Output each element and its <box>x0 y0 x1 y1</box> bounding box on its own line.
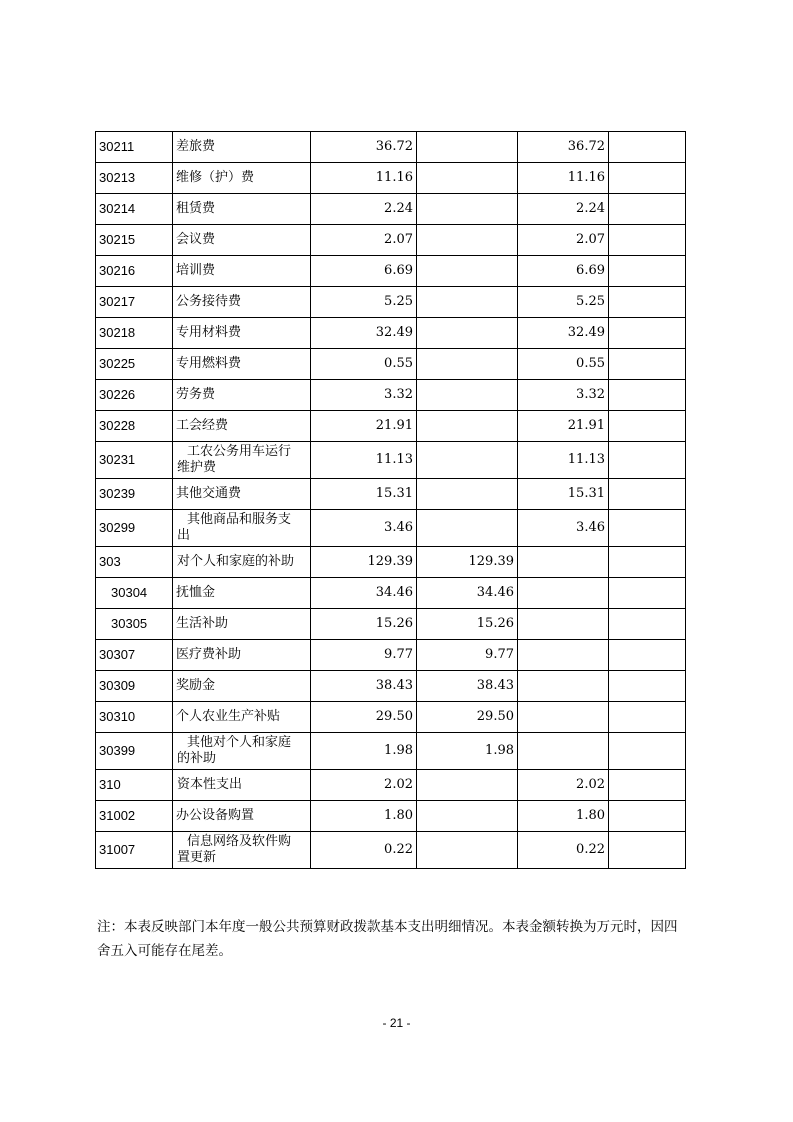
total-cell: 15.31 <box>311 479 417 510</box>
public-cell <box>518 733 609 770</box>
personnel-cell <box>417 318 518 349</box>
table-row <box>96 578 686 609</box>
subject-name: 个人农业生产补贴 <box>173 702 311 733</box>
personnel-cell: 29.50 <box>417 702 518 733</box>
table-row <box>96 702 686 733</box>
table-row <box>96 287 686 318</box>
table-row <box>96 256 686 287</box>
personnel-cell <box>417 163 518 194</box>
total-cell: 38.43 <box>311 671 417 702</box>
subject-code: 30217 <box>96 287 173 318</box>
public-cell <box>518 702 609 733</box>
total-cell: 29.50 <box>311 702 417 733</box>
subject-code: 30215 <box>96 225 173 256</box>
total-cell: 11.16 <box>311 163 417 194</box>
subject-code: 30211 <box>96 132 173 163</box>
personnel-cell <box>417 832 518 869</box>
subject-code: 31007 <box>96 832 173 869</box>
total-cell: 3.46 <box>311 510 417 547</box>
personnel-cell <box>417 510 518 547</box>
table-row <box>96 411 686 442</box>
total-cell: 2.02 <box>311 770 417 801</box>
table-row <box>96 640 686 671</box>
personnel-cell <box>417 801 518 832</box>
personnel-cell <box>417 770 518 801</box>
subject-name-line2: 出 <box>177 528 191 543</box>
table-row <box>96 609 686 640</box>
page-number: - 21 - <box>382 1016 411 1030</box>
public-cell <box>518 609 609 640</box>
total-cell: 1.80 <box>311 801 417 832</box>
subject-name: 资本性支出 <box>173 770 311 801</box>
public-cell: 11.16 <box>518 163 609 194</box>
public-cell <box>518 671 609 702</box>
table-row <box>96 442 686 479</box>
total-cell: 1.98 <box>311 733 417 770</box>
public-cell: 2.02 <box>518 770 609 801</box>
subject-code: 30216 <box>96 256 173 287</box>
expenditure-table <box>95 131 686 869</box>
personnel-cell <box>417 349 518 380</box>
personnel-cell <box>417 479 518 510</box>
subject-code: 30309 <box>96 671 173 702</box>
other-cell <box>609 132 686 163</box>
subject-name: 维修（护）费 <box>173 163 311 194</box>
other-cell <box>609 609 686 640</box>
personnel-cell <box>417 225 518 256</box>
personnel-cell: 34.46 <box>417 578 518 609</box>
other-cell <box>609 442 686 479</box>
other-cell <box>609 578 686 609</box>
subject-name: 专用燃料费 <box>173 349 311 380</box>
subject-name <box>173 442 311 479</box>
personnel-cell <box>417 194 518 225</box>
other-cell <box>609 510 686 547</box>
total-cell: 0.55 <box>311 349 417 380</box>
table-row <box>96 225 686 256</box>
table-row <box>96 832 686 869</box>
public-cell: 11.13 <box>518 442 609 479</box>
table-footnote: 注：本表反映部门本年度一般公共预算财政拨款基本支出明细情况。本表金额转换为万元时，因四舍五入可能存在尾差。 <box>97 919 678 959</box>
other-cell <box>609 671 686 702</box>
subject-name: 公务接待费 <box>173 287 311 318</box>
other-cell <box>609 225 686 256</box>
subject-code: 30213 <box>96 163 173 194</box>
subject-name <box>173 832 311 869</box>
personnel-cell <box>417 287 518 318</box>
subject-name: 生活补助 <box>173 609 311 640</box>
other-cell <box>609 380 686 411</box>
table-row <box>96 380 686 411</box>
subject-name: 专用材料费 <box>173 318 311 349</box>
total-cell: 32.49 <box>311 318 417 349</box>
subject-code: 30307 <box>96 640 173 671</box>
personnel-cell: 9.77 <box>417 640 518 671</box>
public-cell: 5.25 <box>518 287 609 318</box>
total-cell: 5.25 <box>311 287 417 318</box>
other-cell <box>609 801 686 832</box>
personnel-cell <box>417 132 518 163</box>
table-row <box>96 479 686 510</box>
table-row <box>96 671 686 702</box>
subject-code: 31002 <box>96 801 173 832</box>
total-cell: 21.91 <box>311 411 417 442</box>
public-cell <box>518 547 609 578</box>
subject-name: 抚恤金 <box>173 578 311 609</box>
subject-name: 其他交通费 <box>173 479 311 510</box>
public-cell: 0.55 <box>518 349 609 380</box>
personnel-cell: 15.26 <box>417 609 518 640</box>
table-row <box>96 132 686 163</box>
subject-name <box>173 733 311 770</box>
subject-name-line2: 的补助 <box>177 751 217 766</box>
other-cell <box>609 411 686 442</box>
subject-code: 30225 <box>96 349 173 380</box>
personnel-cell <box>417 256 518 287</box>
subject-name-line2: 维护费 <box>177 460 217 475</box>
other-cell <box>609 640 686 671</box>
personnel-cell <box>417 411 518 442</box>
total-cell: 34.46 <box>311 578 417 609</box>
subject-name-line1: 工农公务用车运行 <box>187 444 292 459</box>
subject-name: 会议费 <box>173 225 311 256</box>
subject-name: 对个人和家庭的补助 <box>173 547 311 578</box>
public-cell: 32.49 <box>518 318 609 349</box>
subject-code: 303 <box>96 547 173 578</box>
other-cell <box>609 194 686 225</box>
total-cell: 9.77 <box>311 640 417 671</box>
subject-code: 30239 <box>96 479 173 510</box>
personnel-cell <box>417 380 518 411</box>
total-cell: 36.72 <box>311 132 417 163</box>
subject-name <box>173 510 311 547</box>
total-cell: 0.22 <box>311 832 417 869</box>
public-cell: 6.69 <box>518 256 609 287</box>
table-row <box>96 510 686 547</box>
other-cell <box>609 547 686 578</box>
subject-code: 30310 <box>96 702 173 733</box>
total-cell: 129.39 <box>311 547 417 578</box>
other-cell <box>609 318 686 349</box>
table-row <box>96 547 686 578</box>
public-cell: 3.32 <box>518 380 609 411</box>
public-cell: 2.07 <box>518 225 609 256</box>
subject-name-line2: 置更新 <box>177 850 217 865</box>
table-row <box>96 349 686 380</box>
total-cell: 2.07 <box>311 225 417 256</box>
other-cell <box>609 770 686 801</box>
table-row <box>96 318 686 349</box>
public-cell: 15.31 <box>518 479 609 510</box>
other-cell <box>609 163 686 194</box>
personnel-cell: 1.98 <box>417 733 518 770</box>
subject-code: 30214 <box>96 194 173 225</box>
public-cell: 0.22 <box>518 832 609 869</box>
public-cell: 21.91 <box>518 411 609 442</box>
total-cell: 6.69 <box>311 256 417 287</box>
personnel-cell: 129.39 <box>417 547 518 578</box>
subject-name: 办公设备购置 <box>173 801 311 832</box>
subject-name: 劳务费 <box>173 380 311 411</box>
subject-name-line1: 信息网络及软件购 <box>187 834 292 849</box>
table-row <box>96 733 686 770</box>
subject-code: 30228 <box>96 411 173 442</box>
subject-code: 30304 <box>96 578 173 609</box>
other-cell <box>609 702 686 733</box>
public-cell: 36.72 <box>518 132 609 163</box>
table-row <box>96 163 686 194</box>
personnel-cell: 38.43 <box>417 671 518 702</box>
total-cell: 2.24 <box>311 194 417 225</box>
subject-code: 30218 <box>96 318 173 349</box>
subject-code: 30231 <box>96 442 173 479</box>
subject-name: 培训费 <box>173 256 311 287</box>
subject-name-line1: 其他商品和服务支 <box>187 512 292 527</box>
public-cell <box>518 640 609 671</box>
subject-name: 差旅费 <box>173 132 311 163</box>
total-cell: 3.32 <box>311 380 417 411</box>
other-cell <box>609 479 686 510</box>
personnel-cell <box>417 442 518 479</box>
other-cell <box>609 349 686 380</box>
subject-name: 工会经费 <box>173 411 311 442</box>
other-cell <box>609 832 686 869</box>
public-cell: 3.46 <box>518 510 609 547</box>
other-cell <box>609 256 686 287</box>
total-cell: 15.26 <box>311 609 417 640</box>
public-cell: 2.24 <box>518 194 609 225</box>
subject-code: 310 <box>96 770 173 801</box>
table-row <box>96 194 686 225</box>
subject-name: 医疗费补助 <box>173 640 311 671</box>
subject-name-line1: 其他对个人和家庭 <box>187 735 292 750</box>
subject-name: 租赁费 <box>173 194 311 225</box>
subject-code: 30299 <box>96 510 173 547</box>
subject-code: 30399 <box>96 733 173 770</box>
subject-code: 30226 <box>96 380 173 411</box>
subject-code: 30305 <box>96 609 173 640</box>
public-cell: 1.80 <box>518 801 609 832</box>
other-cell <box>609 733 686 770</box>
table-row <box>96 770 686 801</box>
total-cell: 11.13 <box>311 442 417 479</box>
table-row <box>96 801 686 832</box>
subject-name: 奖励金 <box>173 671 311 702</box>
other-cell <box>609 287 686 318</box>
public-cell <box>518 578 609 609</box>
